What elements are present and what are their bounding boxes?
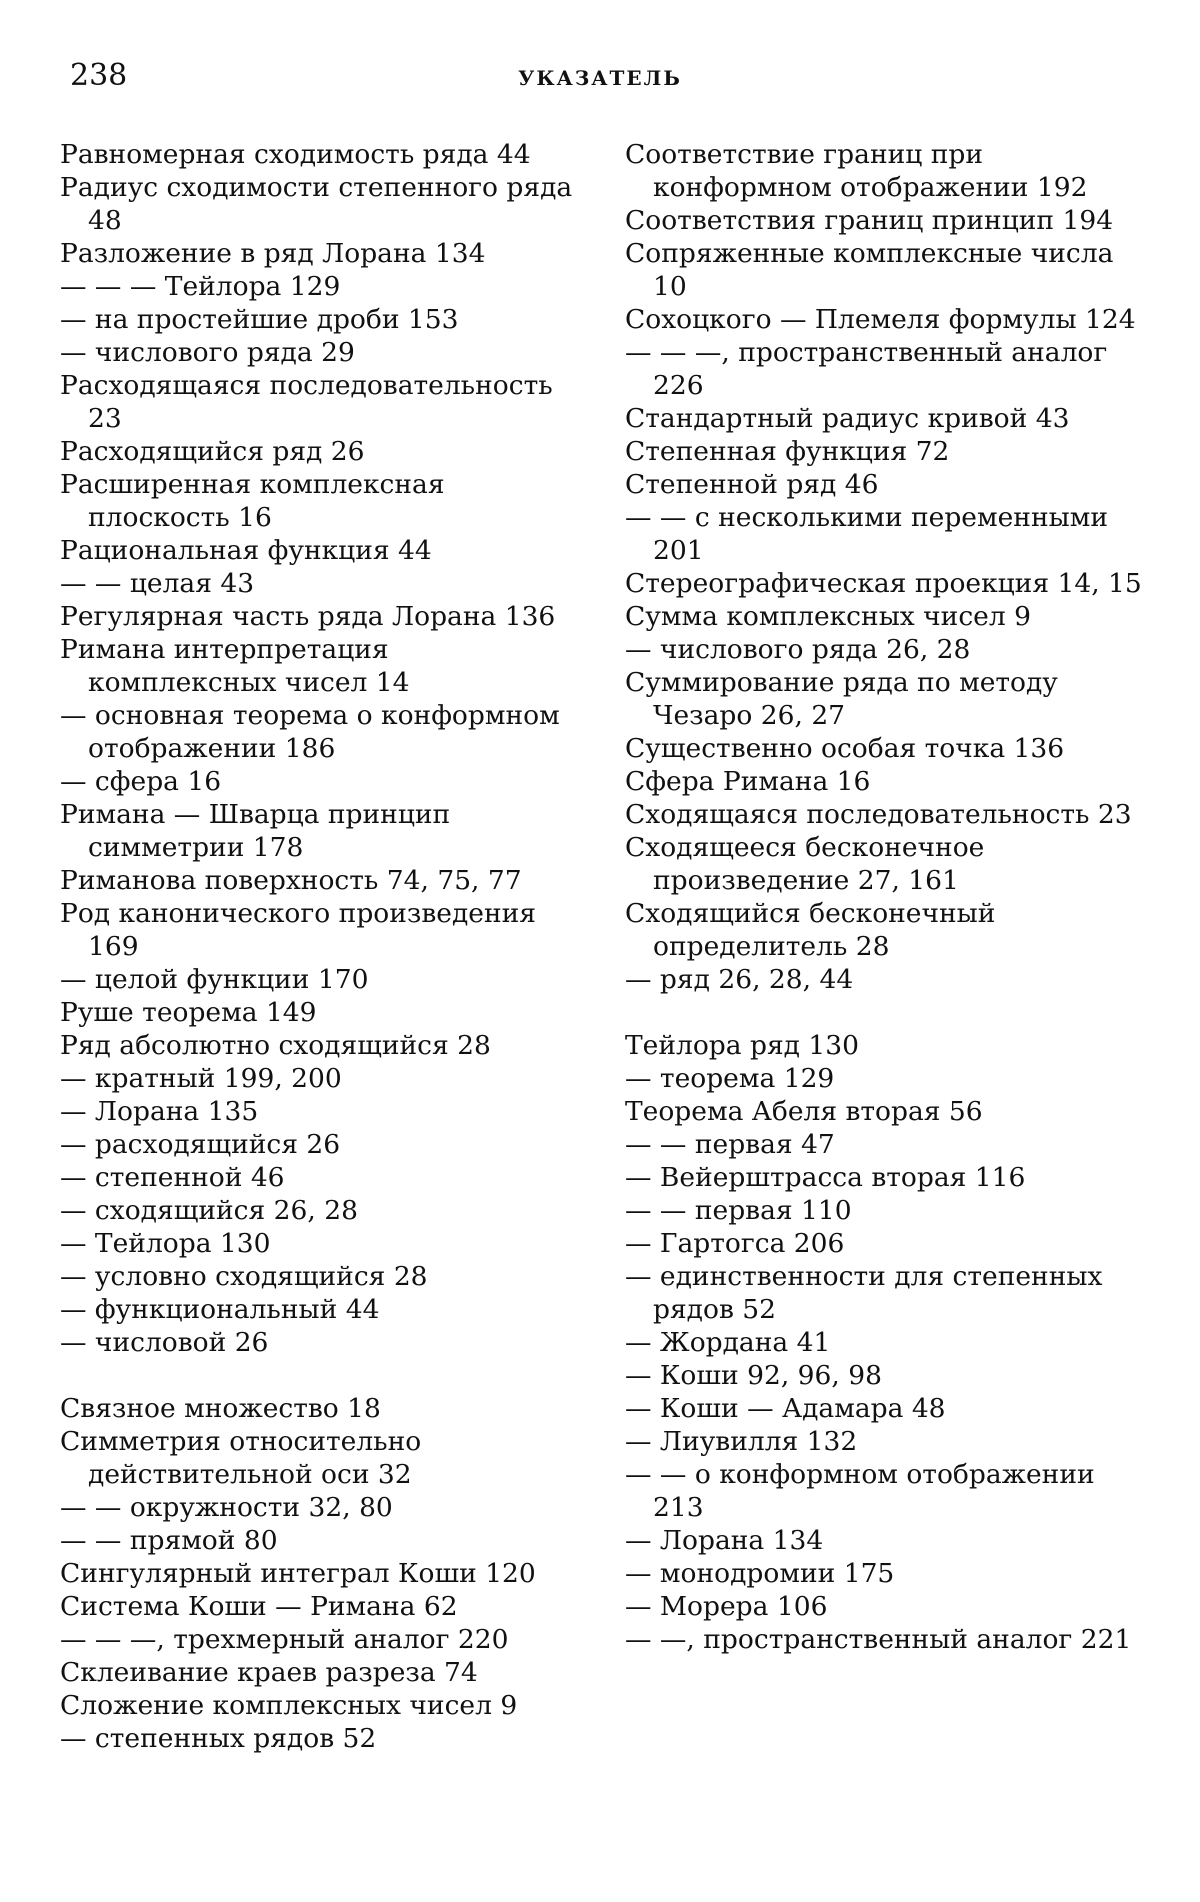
index-entry: Регулярная часть ряда Лорана 136 (60, 601, 556, 632)
index-entry: — — первая 47 (625, 1129, 835, 1160)
running-title: УКАЗАТЕЛЬ (518, 66, 682, 90)
index-entry: Сопряженные комплексные числа 10 (625, 238, 1114, 302)
index-entry: — — о конформном отображении 213 (625, 1459, 1095, 1523)
index-entry: Сходящийся бесконечный определитель 28 (625, 898, 996, 962)
index-entry: Стандартный радиус кривой 43 (625, 403, 1070, 434)
index-entry: — Вейерштрасса вторая 116 (625, 1162, 1026, 1193)
index-entry: Степенная функция 72 (625, 436, 950, 467)
index-entry: Сложение комплексных чисел 9 (60, 1690, 518, 1721)
index-entry: Сходящееся бесконечное произведение 27, 161 (625, 832, 985, 896)
index-entry: — степенных рядов 52 (60, 1723, 377, 1754)
index-entry: — — прямой 80 (60, 1525, 278, 1556)
index-entry: — числовой 26 (60, 1327, 269, 1358)
page-number: 238 (70, 58, 128, 93)
index-entry: Рациональная функция 44 (60, 535, 432, 566)
index-entry: — степенной 46 (60, 1162, 285, 1193)
index-entry: — Коши — Адамара 48 (625, 1393, 946, 1424)
index-entry: — — —, трехмерный аналог 220 (60, 1624, 509, 1655)
index-entry: Расходящаяся последовательность 23 (60, 370, 553, 434)
index-entry: — ряд 26, 28, 44 (625, 964, 854, 995)
index-entry: Род канонического произведения 169 (60, 898, 536, 962)
index-entry: Ряд абсолютно сходящийся 28 (60, 1030, 491, 1061)
index-entry: Степенной ряд 46 (625, 469, 879, 500)
index-entry: — Морера 106 (625, 1591, 828, 1622)
index-column-right (625, 138, 1145, 1656)
index-entry: Тейлора ряд 130 (625, 1030, 859, 1061)
index-entry: — — целая 43 (60, 568, 255, 599)
index-entry: — Тейлора 130 (60, 1228, 271, 1259)
index-entry: Соответствие границ при конформном отображении 192 (625, 139, 1088, 203)
index-entry: — условно сходящийся 28 (60, 1261, 428, 1292)
index-entry: Сингулярный интеграл Коши 120 (60, 1558, 536, 1589)
index-entry: — теорема 129 (625, 1063, 835, 1094)
index-entry: Римана интерпретация комплексных чисел 14 (60, 634, 410, 698)
index-entry: Расширенная комплексная плоскость 16 (60, 469, 445, 533)
index-column-left (60, 138, 580, 1755)
index-entry: Сумма комплексных чисел 9 (625, 601, 1031, 632)
index-entry: Сохоцкого — Племеля формулы 124 (625, 304, 1136, 335)
index-entry: Римана — Шварца принцип симметрии 178 (60, 799, 451, 863)
index-entry: Соответствия границ принцип 194 (625, 205, 1114, 236)
index-entry: — основная теорема о конформном отображении 186 (60, 700, 560, 764)
index-entry: — Коши 92, 96, 98 (625, 1360, 882, 1391)
section-gap (625, 996, 1145, 1029)
section-gap (60, 1359, 580, 1392)
index-entry: — — окружности 32, 80 (60, 1492, 393, 1523)
index-entry: — кратный 199, 200 (60, 1063, 342, 1094)
index-entry: — Жордана 41 (625, 1327, 831, 1358)
index-entry: Равномерная сходимость ряда 44 (60, 139, 531, 170)
index-entry: Существенно особая точка 136 (625, 733, 1065, 764)
index-entry: — расходящийся 26 (60, 1129, 341, 1160)
index-entry: Суммирование ряда по методу Чезаро 26, 27 (625, 667, 1058, 731)
index-entry: — — первая 110 (625, 1195, 852, 1226)
index-entry: Сходящаяся последовательность 23 (625, 799, 1132, 830)
index-entry: — Лорана 135 (60, 1096, 259, 1127)
index-entry: — единственности для степенных рядов 52 (625, 1261, 1103, 1325)
index-entry: Разложение в ряд Лорана 134 (60, 238, 486, 269)
index-entry: Сфера Римана 16 (625, 766, 871, 797)
index-entry: Руше теорема 149 (60, 997, 317, 1028)
index-entry: — —, пространственный аналог 221 (625, 1624, 1132, 1655)
index-entry: Теорема Абеля вторая 56 (625, 1096, 983, 1127)
index-entry: — на простейшие дроби 153 (60, 304, 459, 335)
index-entry: Симметрия относительно действительной оси 32 (60, 1426, 422, 1490)
index-entry: Риманова поверхность 74, 75, 77 (60, 865, 522, 896)
index-entry: — Лиувилля 132 (625, 1426, 858, 1457)
index-entry: — функциональный 44 (60, 1294, 380, 1325)
index-entry: — монодромии 175 (625, 1558, 895, 1589)
index-entry: — — — Тейлора 129 (60, 271, 341, 302)
index-entry: — — —, пространственный аналог 226 (625, 337, 1108, 401)
index-entry: — сходящийся 26, 28 (60, 1195, 358, 1226)
index-entry: Склеивание краев разреза 74 (60, 1657, 478, 1688)
index-entry: — Гартогса 206 (625, 1228, 845, 1259)
index-entry: Расходящийся ряд 26 (60, 436, 365, 467)
index-entry: Радиус сходимости степенного ряда 48 (60, 172, 573, 236)
index-entry: — Лорана 134 (625, 1525, 824, 1556)
index-entry: — сфера 16 (60, 766, 222, 797)
index-entry: — числового ряда 29 (60, 337, 355, 368)
index-entry: — целой функции 170 (60, 964, 369, 995)
index-entry: Стереографическая проекция 14, 15 (625, 568, 1142, 599)
index-entry: Система Коши — Римана 62 (60, 1591, 458, 1622)
index-entry: Связное множество 18 (60, 1393, 381, 1424)
index-entry: — числового ряда 26, 28 (625, 634, 971, 665)
index-entry: — — с несколькими переменными 201 (625, 502, 1108, 566)
